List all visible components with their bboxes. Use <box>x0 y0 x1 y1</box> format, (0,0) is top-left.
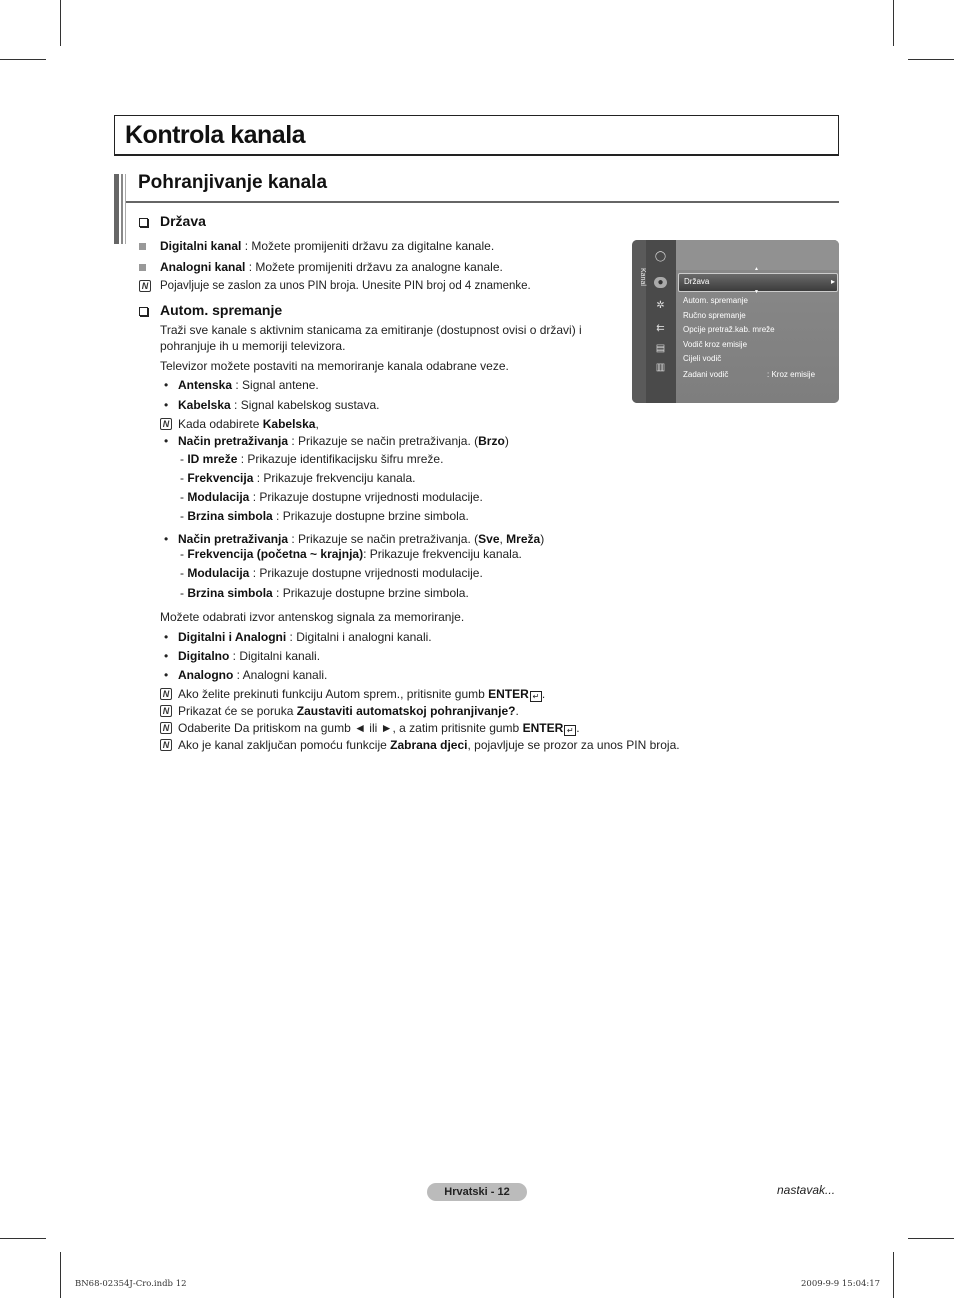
page-title-box <box>114 115 839 156</box>
frekvencija-item: - Frekvencija : Prikazuje frekvenciju kanala. <box>180 471 416 485</box>
bullet-dot: • <box>164 398 169 412</box>
square-bullet-icon <box>139 264 146 271</box>
note-icon: N <box>160 705 172 717</box>
crop-mark <box>60 0 61 46</box>
checkbox-bullet-icon <box>139 307 148 316</box>
checkbox-bullet-icon <box>139 218 148 227</box>
autom-desc-2: Televizor možete postaviti na memoriranje kanala odabrane veze. <box>160 359 509 373</box>
modulacija-item-2: - Modulacija : Prikazuje dostupne vrijednosti modulacije. <box>180 566 483 580</box>
kabelska-item: Kabelska : Signal kabelskog sustava. <box>178 398 380 412</box>
antenska-item: Antenska : Signal antene. <box>178 378 319 392</box>
note-pin-lock: Ako je kanal zaključan pomoću funkcije Zabrana djeci, pojavljuje se prozor za unos PIN broja. <box>178 738 680 752</box>
osd-item-vodic[interactable]: Vodič kroz emisije <box>683 340 748 349</box>
kabelska-note: Kada odabirete Kabelska, <box>178 417 319 431</box>
osd-item-zadani-vodic[interactable]: Zadani vodič <box>683 370 729 379</box>
channel-icon: ● <box>654 277 667 288</box>
gear-icon: ✲ <box>656 300 665 311</box>
digitalni-analogni-item: Digitalni i Analogni : Digitalni i analogni kanali. <box>178 630 432 644</box>
enter-icon: ↵ <box>530 691 542 702</box>
bullet-dot: • <box>164 378 169 392</box>
note-stop-autom: Ako želite prekinuti funkciju Autom sprem., pritisnite gumb ENTER ↵ . <box>178 687 546 701</box>
input-icon: ⇇ <box>656 323 665 334</box>
page-title: Kontrola kanala <box>125 120 306 149</box>
drzava-item-analog: Analogni kanal : Možete promijeniti državu za analogne kanale. <box>160 260 503 274</box>
note-select-da: Odaberite Da pritiskom na gumb ◄ ili ►, a zatim pritisnite gumb ENTER ↵ . <box>178 721 580 735</box>
up-arrow-icon: ▲ <box>754 266 759 272</box>
crop-mark <box>893 0 894 46</box>
crop-mark <box>893 1252 894 1298</box>
right-arrow-icon: ▸ <box>831 277 836 286</box>
osd-item-rucno-spremanje[interactable]: Ručno spremanje <box>683 311 746 320</box>
autom-desc-line2: pohranjuje ih u memoriji televizora. <box>160 339 346 353</box>
print-date-info: 2009-9-9 15:04:17 <box>801 1279 881 1289</box>
bullet-dot: • <box>164 649 169 663</box>
note-message: Prikazat će se poruka Zaustaviti automatskoj pohranjivanje?. <box>178 704 519 718</box>
bullet-dot: • <box>164 668 169 682</box>
nacin-pretrazivanja-brzo: Način pretraživanja : Prikazuje se način pretraživanja. (Brzo) <box>178 434 509 448</box>
frekvencija-range-item: - Frekvencija (početna ~ krajnja): Prikazuje frekvenciju kanala. <box>180 547 522 561</box>
autom-desc-3: Možete odabrati izvor antenskog signala za memoriranje. <box>160 610 465 624</box>
drzava-note: Pojavljuje se zaslon za unos PIN broja. Unesite PIN broj od 4 znamenke. <box>160 280 531 292</box>
osd-item-cijeli-vodic[interactable]: Cijeli vodič <box>683 354 722 363</box>
osd-zadani-value: : Kroz emisije <box>767 370 816 379</box>
drzava-item-digital: Digitalni kanal : Možete promijeniti državu za digitalne kanale. <box>160 239 495 253</box>
crop-mark <box>908 59 954 60</box>
crop-mark <box>908 1238 954 1239</box>
picture-icon: ◯ <box>654 251 667 262</box>
application-icon: ▤ <box>655 343 666 354</box>
id-mreze-item: - ID mreže : Prikazuje identifikacijsku šifru mreže. <box>180 452 444 466</box>
section-bar <box>114 174 126 244</box>
modulacija-item: - Modulacija : Prikazuje dostupne vrijednosti modulacije. <box>180 490 483 504</box>
crop-mark <box>60 1252 61 1298</box>
note-icon: N <box>160 418 172 430</box>
support-icon: ▥ <box>655 362 666 373</box>
print-file-info: BN68-02354J-Cro.indb 12 <box>75 1279 187 1289</box>
osd-item-autom-spremanje[interactable]: Autom. spremanje <box>683 296 748 305</box>
digitalno-item: Digitalno : Digitalni kanali. <box>178 649 321 663</box>
enter-icon: ↵ <box>564 725 576 736</box>
note-icon: N <box>160 722 172 734</box>
crop-mark <box>0 59 46 60</box>
bullet-dot: • <box>164 434 169 448</box>
osd-item-opcije[interactable]: Opcije pretraž.kab. mreže <box>683 325 775 334</box>
bullet-dot: • <box>164 630 169 644</box>
page-number-badge: Hrvatski - 12 <box>427 1183 527 1201</box>
brzina-simbola-item-2: - Brzina simbola : Prikazuje dostupne brzine simbola. <box>180 586 469 600</box>
note-icon: N <box>160 688 172 700</box>
nacin-pretrazivanja-sve: Način pretraživanja : Prikazuje se način pretraživanja. (Sve, Mreža) <box>178 532 545 546</box>
drzava-heading: Država <box>160 213 206 229</box>
note-icon: N <box>160 739 172 751</box>
down-arrow-icon: ▼ <box>754 289 759 295</box>
osd-side-label: Kanal <box>639 268 646 286</box>
tv-osd-menu <box>632 240 839 403</box>
autom-heading: Autom. spremanje <box>160 302 283 318</box>
crop-mark <box>0 1238 46 1239</box>
note-icon: N <box>139 280 151 292</box>
section-divider <box>126 201 839 203</box>
osd-item-drzava[interactable]: Država ▸ <box>678 273 838 292</box>
brzina-simbola-item: - Brzina simbola : Prikazuje dostupne brzine simbola. <box>180 509 469 523</box>
section-title: Pohranjivanje kanala <box>138 172 328 193</box>
bullet-dot: • <box>164 532 169 546</box>
autom-desc-line1: Traži sve kanale s aktivnim stanicama za emitiranje (dostupnost ovisi o državi) i <box>160 323 582 337</box>
square-bullet-icon <box>139 243 146 250</box>
continued-label: nastavak... <box>777 1183 836 1197</box>
analogno-item: Analogno : Analogni kanali. <box>178 668 328 682</box>
